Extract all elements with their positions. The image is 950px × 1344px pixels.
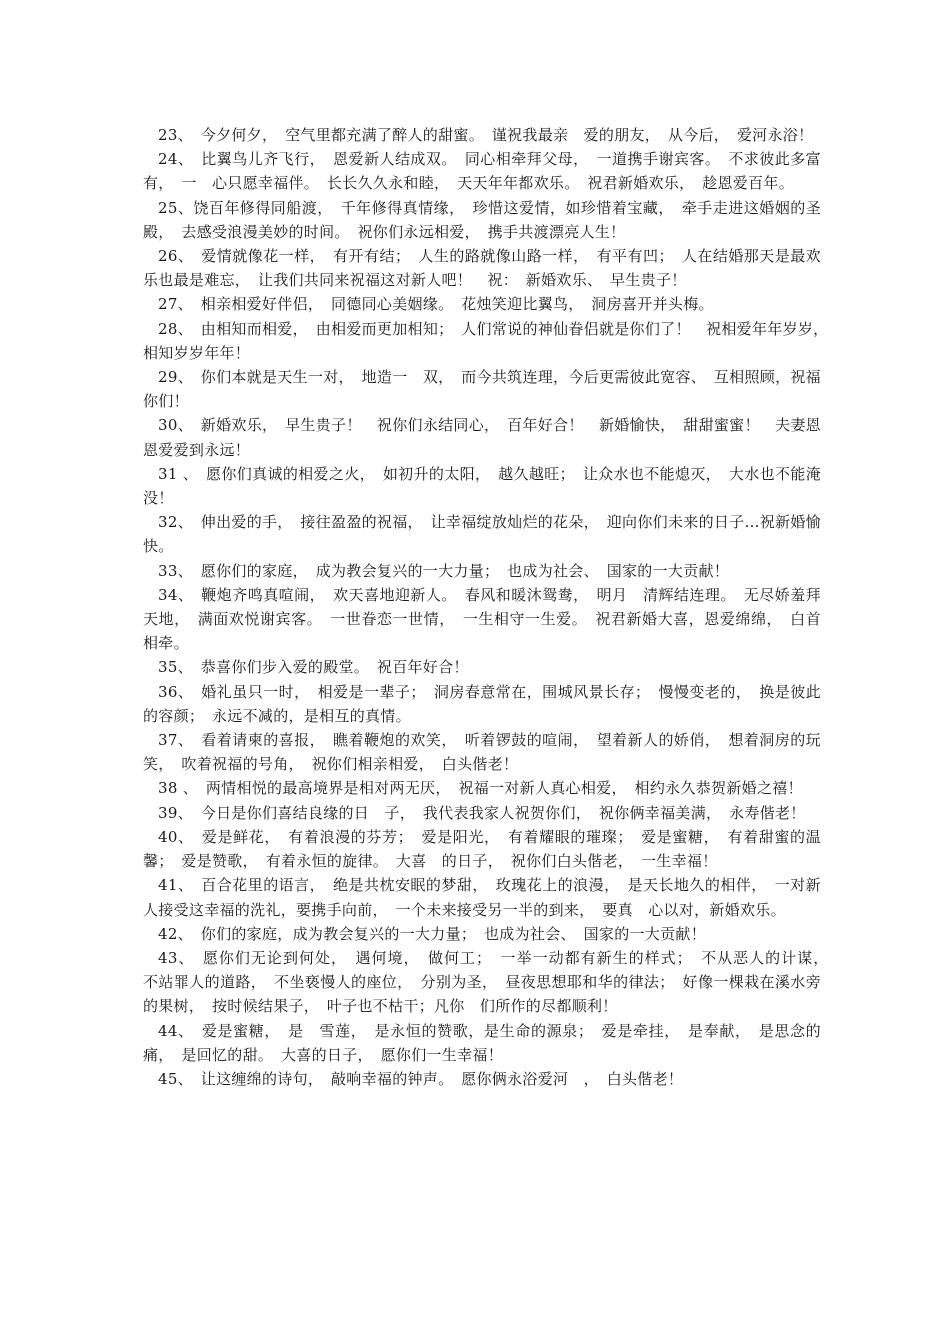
entry-23: 23、 今夕何夕， 空气里都充满了醉人的甜蜜。 谨祝我最亲 爱的朋友， 从今后， 爱河永浴！: [158, 126, 814, 144]
entry-31: 31 、 愿你们真诚的相爱之火， 如初升的太阳， 越久越旺； 让众水也不能熄灭， 大水也不能淹没！: [143, 464, 821, 508]
entry-34: 34、 鞭炮齐鸣真喧闹， 欢天喜地迎新人。 春风和暖沐鸳鸯， 明月 清辉结连理。 无尽娇羞拜天地， 满面欢悦谢宾客。 一世眷恋一世情， 一生相守一生爱。 祝君新婚大喜，恩爱绵绵， 白首相牵。: [143, 585, 821, 653]
entry-43: 43、 愿你们无论到何处， 遇何境， 做何工； 一举一动都有新生的样式； 不从恶人的计谋， 不站罪人的道路， 不坐亵慢人的座位， 分别为圣， 昼夜思想耶和华的律法； 好像一棵栽在溪水旁的果树， 按时候结果子， 叶子也不枯干；凡你 们所作的尽都顺利！: [143, 948, 837, 1016]
entry-29: 29、 你们本就是天生一对， 地造一 双， 而今共筑连理，今后更需彼此宽容、 互相照顾，祝福你们！: [143, 368, 821, 411]
entry-26: 26、 爱情就像花一样， 有开有结； 人生的路就像山路一样， 有平有凹； 人在结婚那天是最欢乐也最是难忘， 让我们共同来祝福这对新人吧！ 祝： 新婚欢乐、 早生贵子！: [143, 247, 821, 290]
entry-39: 39、 今日是你们喜结良缘的日 子， 我代表我家人祝贺你们， 祝你俩幸福美满， 永寿偕老！: [158, 803, 806, 822]
document-body: [143, 123, 837, 1091]
entry-27: 27、 相亲相爱好伴侣， 同德同心美姻缘。 花烛笑迎比翼鸟， 洞房喜开并头梅。: [158, 295, 714, 314]
entry-28: 28、 由相知而相爱， 由相爱而更加相知； 人们常说的神仙眷侣就是你们了！ 祝相爱年年岁岁， 相知岁岁年年！: [143, 319, 837, 362]
entry-45: 45、 让这缠绵的诗句， 敲响幸福的钟声。 愿你俩永浴爱河 ， 白头偕老！: [158, 1069, 684, 1088]
entry-33: 33、 愿你们的家庭， 成为教会复兴的一大力量； 也成为社会、 国家的一大贡献！: [158, 561, 730, 580]
entry-37: 37、 看着请柬的喜报， 瞧着鞭炮的欢笑， 听着锣鼓的喧闹， 望着新人的娇俏， 想着洞房的玩笑， 吹着祝福的号角， 祝你们相亲相爱， 白头偕老！: [143, 731, 821, 774]
entry-30: 30、 新婚欢乐， 早生贵子！ 祝你们永结同心， 百年好合！ 新婚愉快， 甜甜蜜蜜！ 夫妻恩恩爱爱到永远！: [143, 416, 821, 459]
entry-25: 25、饶百年修得同船渡， 千年修得真情缘， 珍惜这爱情，如珍惜着宝藏， 牵手走进这婚姻的圣殿， 去感受浪漫美妙的时间。 祝你们永远相爱， 携手共渡漂亮人生！: [143, 198, 821, 241]
entry-32: 32、 伸出爱的手， 接往盈盈的祝福， 让幸福绽放灿烂的花朵， 迎向你们未来的日子…祝新婚愉快。: [143, 513, 821, 556]
entry-35: 35、 恭喜你们步入爱的殿堂。 祝百年好合！: [158, 658, 469, 677]
entry-38: 38 、 两情相悦的最高境界是相对两无厌， 祝福一对新人真心相爱， 相约永久恭贺新婚之禧！: [158, 779, 803, 798]
entry-40: 40、 爱是鲜花， 有着浪漫的芬芳； 爱是阳光， 有着耀眼的璀璨； 爱是蜜糖， 有着甜蜜的温馨； 爱是赞歌， 有着永恒的旋律。 大喜 的日子， 祝你们白头偕老， 一生幸福！: [143, 827, 821, 871]
entry-42: 42、 你们的家庭，成为教会复兴的一大力量； 也成为社会、 国家的一大贡献！: [158, 924, 706, 943]
entry-24: 24、 比翼鸟儿齐飞行， 恩爱新人结成双。 同心相牵拜父母， 一道携手谢宾客。 不求彼此多富有， 一 心只愿幸福伴。 长长久久永和睦， 天天年年都欢乐。 祝君新婚欢乐， 趁恩爱百年。: [143, 150, 821, 193]
entry-41: 41、 百合花里的语言， 绝是共枕安眠的梦甜， 玫瑰花上的浪漫， 是天长地久的相伴， 一对新人接受这幸福的洗礼，要携手向前， 一个未来接受另一半的到来， 要真 心以对，新婚欢乐。: [143, 876, 821, 919]
entry-44: 44、 爱是蜜糖， 是 雪莲， 是永恒的赞歌，是生命的源泉； 爱是牵挂， 是奉献， 是思念的痛， 是回忆的甜。 大喜的日子， 愿你们一生幸福！: [143, 1021, 821, 1064]
entry-36: 36、 婚礼虽只一时， 相爱是一辈子； 洞房春意常在，围城风景长存； 慢慢变老的， 换是彼此的容颜； 永远不减的，是相互的真情。: [143, 682, 821, 725]
